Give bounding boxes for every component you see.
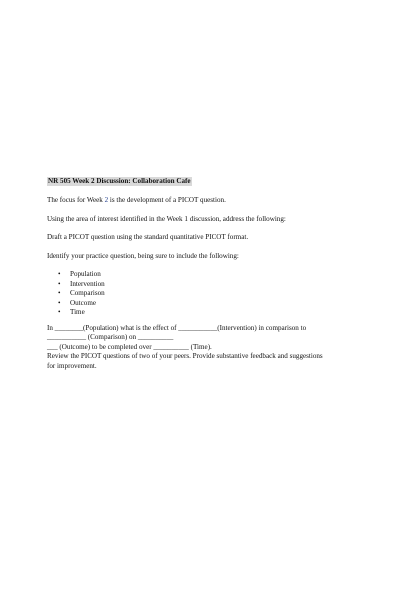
list-item-label: Outcome [70, 298, 97, 307]
bullet-icon: • [58, 279, 61, 288]
focus-paragraph [47, 196, 365, 205]
instruction-draft-picot: Draft a PICOT question using the standard quantitative PICOT format. [47, 233, 249, 242]
list-item-label: Time [70, 308, 85, 317]
focus-prefix: The focus for Week [47, 196, 105, 205]
template-line: ___ (Outcome) to be completed over __________ (Time). [47, 342, 212, 351]
instruction-area-of-interest: Using the area of interest identified in the Week 1 discussion, address the following: [47, 214, 286, 223]
list-item [47, 289, 365, 299]
picot-elements-list [47, 270, 365, 318]
list-item [47, 270, 365, 280]
instruction-identify-question: Identify your practice question, being sure to include the following: [47, 251, 239, 260]
document-content [47, 177, 365, 371]
list-item [47, 299, 365, 309]
list-item [47, 308, 365, 318]
focus-suffix: is the development of a PICOT question. [108, 196, 226, 205]
template-line: In ________(Population) what is the effect of ___________(Intervention) in comparison to [47, 324, 307, 332]
document-title: NR 505 Week 2 Discussion: Collaboration Cafe [48, 177, 191, 185]
list-item-label: Comparison [70, 289, 105, 298]
template-line: ___________ (Comparison) on __________ [47, 333, 174, 342]
list-item [47, 280, 365, 290]
bullet-icon: • [58, 308, 61, 317]
focus-week: 2 [104, 196, 109, 205]
peer-review-instruction-end: for improvement. [47, 361, 97, 370]
peer-review-instruction: Review the PICOT questions of two of your peers. Provide substantive feedback and suggestions [47, 352, 323, 361]
bullet-icon: • [58, 270, 61, 279]
list-item-label: Intervention [70, 279, 105, 288]
picot-template-block [47, 324, 365, 371]
list-item-label: Population [70, 270, 101, 279]
bullet-icon: • [58, 289, 61, 298]
bullet-icon: • [58, 298, 61, 307]
